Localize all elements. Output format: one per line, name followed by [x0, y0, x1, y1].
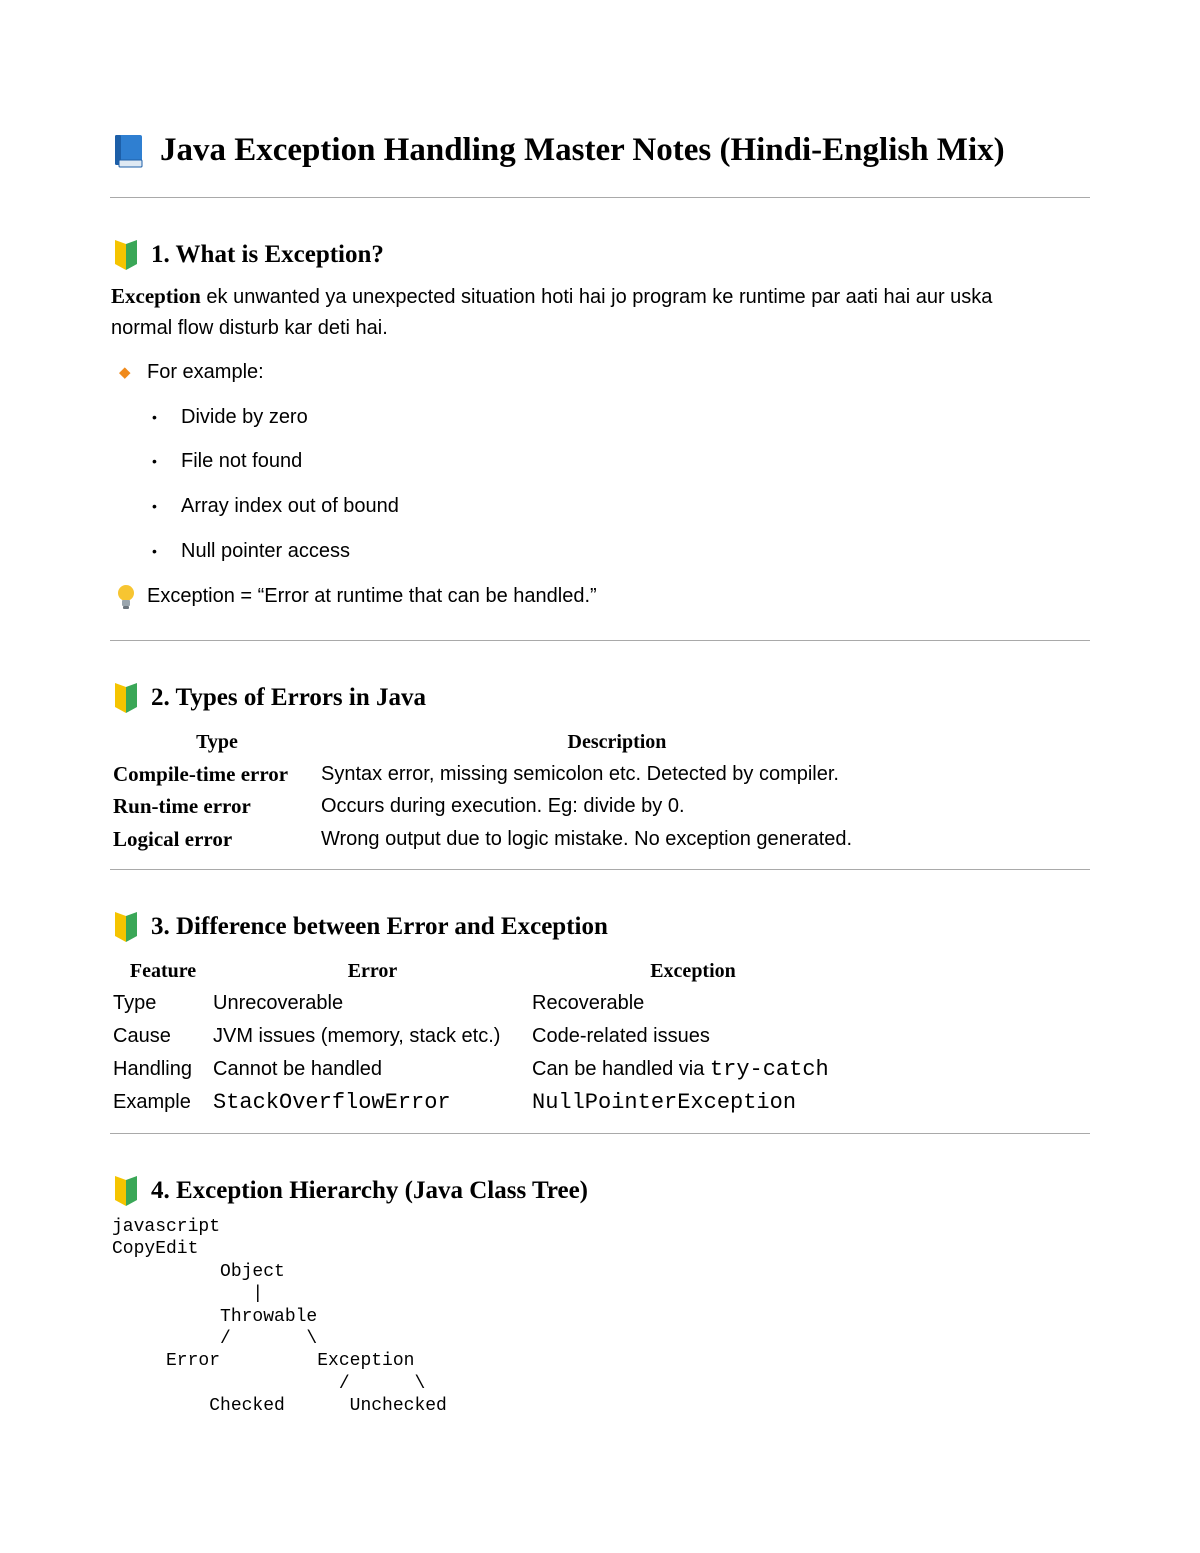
table-header-row	[113, 955, 854, 987]
beginner-icon	[113, 683, 139, 713]
code-block: javascript CopyEdit Object | Throwable / \ Error Exception / \ Checked Unchecked	[112, 1217, 447, 1417]
paragraph-line-2: normal flow disturb kar deti hai.	[111, 317, 388, 339]
section-2-heading-text: 2. Types of Errors in Java	[151, 684, 427, 711]
divider	[110, 640, 1090, 641]
error-types-table	[113, 726, 913, 856]
table-row: Cause JVM issues (memory, stack etc.) Code-related issues	[113, 1025, 710, 1047]
section-3-heading-text: 3. Difference between Error and Exception	[151, 913, 608, 940]
beginner-icon	[113, 240, 139, 270]
page-title-text: Java Exception Handling Master Notes (Hindi-English Mix)	[160, 132, 1005, 168]
list-item: • Divide by zero	[152, 402, 308, 433]
term-exception: Exception	[111, 284, 201, 308]
light-bulb-icon	[116, 584, 136, 610]
column-header-exception: Exception	[650, 959, 736, 982]
beginner-icon	[113, 1176, 139, 1206]
bullet-dot-icon: •	[152, 543, 157, 559]
list-item: • Array index out of bound	[152, 491, 399, 522]
example-label-row	[119, 357, 264, 388]
section-1-heading-text: 1. What is Exception?	[151, 241, 384, 268]
bullet-dot-icon: •	[152, 409, 157, 425]
bullet-dot-icon: •	[152, 498, 157, 514]
blue-book-icon	[113, 134, 145, 168]
tip-text: Exception = “Error at runtime that can be handled.”	[147, 585, 597, 607]
table-row: Type Unrecoverable Recoverable	[113, 992, 645, 1014]
table-row: Logical error Wrong output due to logic mistake. No exception generated.	[113, 826, 853, 851]
table-row: Run-time error Occurs during execution. Eg: divide by 0.	[113, 794, 685, 819]
section-1-heading	[113, 240, 384, 270]
section-4-heading	[113, 1176, 588, 1206]
bullet-dot-icon: •	[152, 453, 157, 469]
table-row: Example StackOverflowError NullPointerException	[113, 1086, 854, 1119]
inline-code: NullPointerException	[532, 1090, 797, 1115]
list-item: • File not found	[152, 446, 302, 477]
divider	[110, 197, 1090, 198]
example-label: For example:	[147, 361, 264, 383]
divider	[110, 1133, 1090, 1134]
section-4-heading-text: 4. Exception Hierarchy (Java Class Tree)	[151, 1177, 588, 1204]
table-row: Handling Cannot be handled Can be handled via try-catch	[113, 1057, 829, 1082]
column-header-feature: Feature	[129, 959, 197, 982]
column-header-type: Type	[196, 730, 238, 753]
table-row: Compile-time error Syntax error, missing semicolon etc. Detected by compiler.	[113, 761, 839, 786]
page-title	[113, 132, 1005, 169]
list-item: • Null pointer access	[152, 536, 350, 567]
section-2-heading	[113, 683, 426, 713]
section-1-paragraph	[111, 281, 992, 344]
column-header-description: Description	[567, 730, 667, 753]
column-header-error: Error	[347, 959, 398, 982]
paragraph-line-1: ek unwanted ya unexpected situation hoti hai jo program ke runtime par aati hai aur uska	[200, 286, 993, 308]
error-vs-exception-table	[113, 955, 854, 1119]
divider	[110, 869, 1090, 870]
section-3-heading	[113, 912, 608, 942]
tip-row	[116, 581, 597, 612]
inline-code: try-catch	[709, 1057, 829, 1082]
orange-diamond-icon: ◆	[119, 364, 131, 381]
table-header-row	[113, 726, 913, 758]
beginner-icon	[113, 912, 139, 942]
inline-code: StackOverflowError	[213, 1090, 451, 1115]
